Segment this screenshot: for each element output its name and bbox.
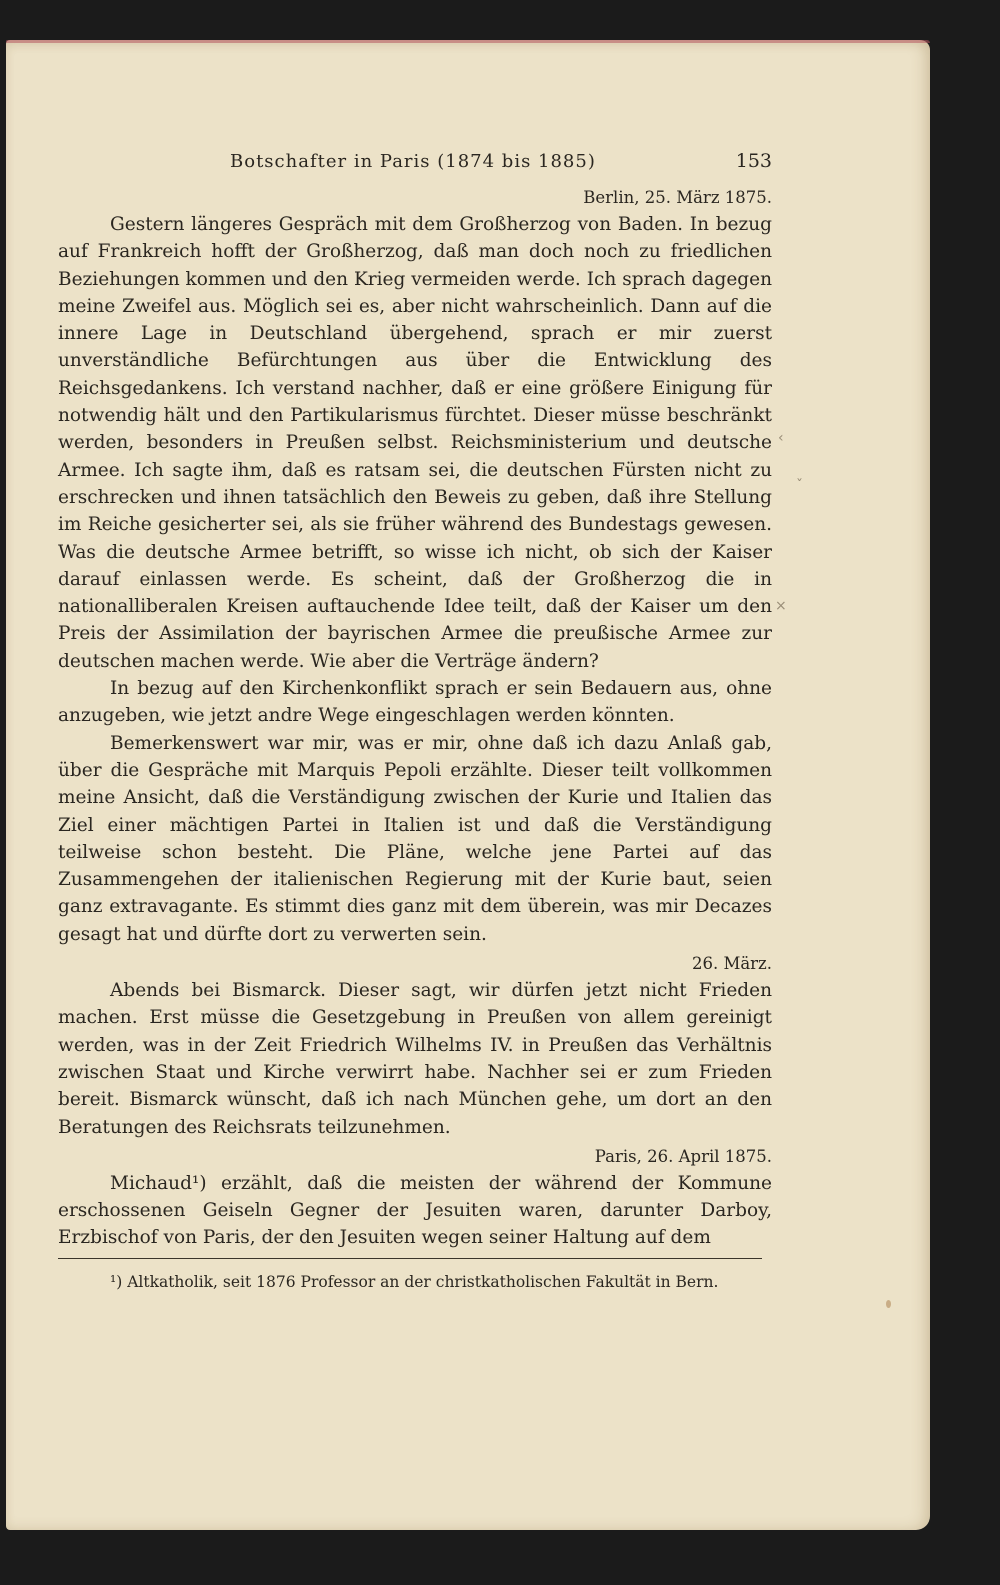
paragraph: Gestern längeres Gespräch mit dem Großherzog von Baden. In bezug auf Frankreich hofft der Großherzog, daß man doch noch zu friedlichen Beziehungen kommen und den Krieg vermeiden werde. Ich sprach dagegen meine Zweifel aus. Möglich sei es, aber nicht wahrscheinlich. Dann auf die innere Lage in Deutschland übergehend, sprach er mir zuerst unverständliche Befürchtungen aus über die Entwicklung des Reichsgedankens. Ich verstand nachher, daß er eine größere Einigung für notwendig hält und den Partikularismus fürchtet. Dieser müsse beschränkt werden, besonders in Preußen selbst. Reichsministerium und deutsche Armee. Ich sagte ihm, daß es ratsam sei, die deutschen Fürsten nicht zu erschrecken und ihnen tatsächlich den Beweis zu geben, daß ihre Stellung im Reiche gesicherter sei, als sie früher während des Bundestags gewesen. Was die deutsche Armee betrifft, so wisse ich nicht, ob sich der Kaiser darauf einlassen werde. Es scheint, daß der Großherzog die in nationalliberalen Kreisen auftauchende Idee teilt, daß der Kaiser um den Preis der Assimilation der bayrischen Armee die preußische Armee zur deutschen machen werde. Wie aber die Verträge ändern? xyxy=(58,214,772,672)
margin-mark: ˇ xyxy=(796,478,803,494)
footnote-rule xyxy=(58,1258,762,1259)
dateline: Berlin, 25. März 1875. xyxy=(583,188,772,207)
paper-fleck xyxy=(886,1300,891,1308)
page-top-edge xyxy=(6,40,930,43)
dateline: Paris, 26. April 1875. xyxy=(594,1146,772,1166)
paragraph: Abends bei Bismarck. Dieser sagt, wir dürfen jetzt nicht Frieden machen. Erst müsse die Gesetzgebung in Preußen von allem gereinigt werden, was in der Zeit Friedrich Wilhelms IV. in Preußen das Verhältnis zwischen Staat und Kirche verwirrt habe. Nachher sei er zum Frieden bereit. Bismarck wünscht, daß ich nach München gehe, um dort an den Beratungen des Reichsrats teilzunehmen. xyxy=(58,980,772,1138)
footnote: ¹) Altkatholik, seit 1876 Professor an der christkatholischen Fakultät in Bern. xyxy=(110,1272,719,1291)
dateline: 26. März. xyxy=(691,954,772,974)
margin-mark: × xyxy=(775,598,787,614)
margin-mark: ‹ xyxy=(778,430,784,446)
page-text xyxy=(58,150,772,1293)
paragraph: Bemerkenswert war mir, was er mir, ohne daß ich dazu Anlaß gab, über die Gespräche mit Marquis Pepoli erzählte. Dieser teilt vollkommen meine Ansicht, daß die Verständigung zwischen der Kurie und Italien das Ziel einer mächtigen Partei in Italien ist und daß die Verständigung teilweise schon besteht. Die Pläne, welche jene Partei auf das Zusammengehen der italienischen Regierung mit der Kurie baut, seien ganz extravagante. Es stimmt dies ganz mit dem überein, was mir Decazes gesagt hat und dürfte dort zu verwerten sein. xyxy=(58,732,772,945)
paragraph: Michaud¹) erzählt, daß die meisten der während der Kommune erschossenen Geiseln Gegner der Jesuiten waren, darunter Darboy, Erzbischof von Paris, der den Jesuiten wegen seiner Haltung auf dem xyxy=(58,1172,772,1249)
running-head xyxy=(230,150,772,172)
page-number: 153 xyxy=(735,150,772,172)
paragraph: In bezug auf den Kirchenkonflikt sprach er sein Bedauern aus, ohne anzugeben, wie jetzt andre Wege eingeschlagen werden könnten. xyxy=(58,678,772,727)
running-title: Botschafter in Paris (1874 bis 1885) xyxy=(230,151,596,172)
